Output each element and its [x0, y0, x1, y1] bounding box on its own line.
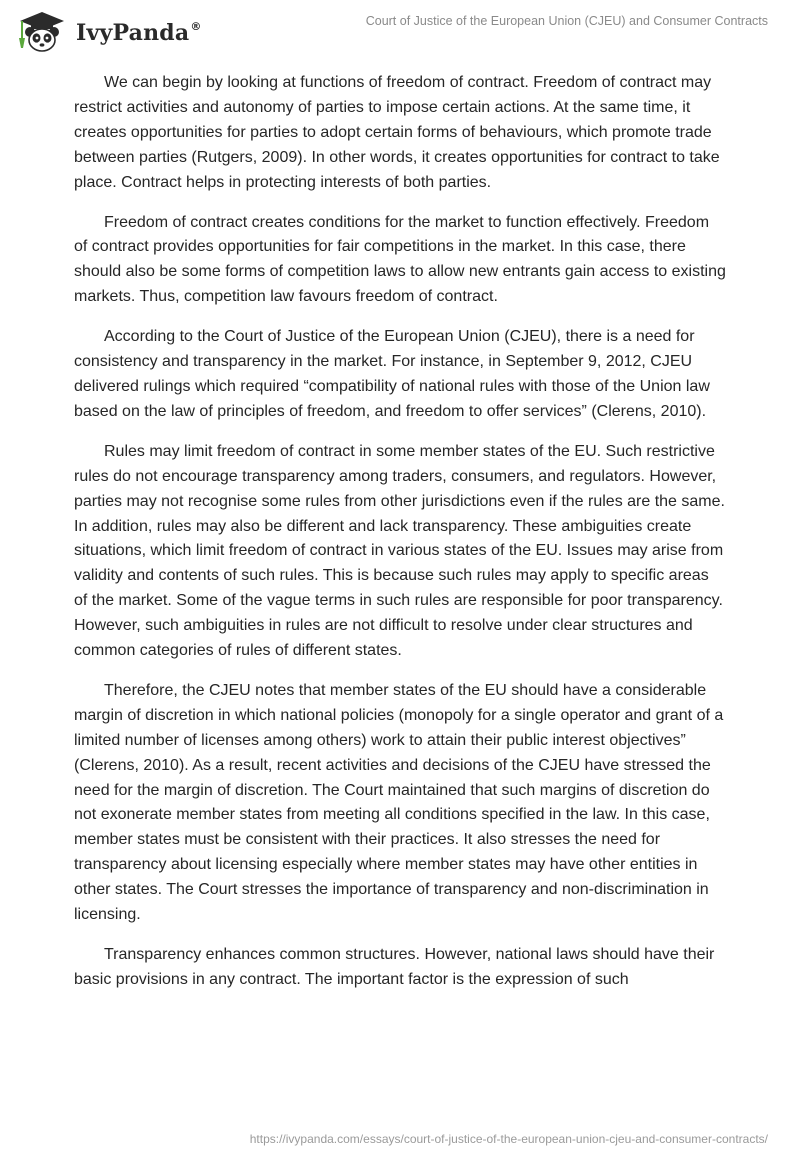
registered-mark: ®	[190, 20, 202, 33]
source-url[interactable]: https://ivypanda.com/essays/court-of-justice-of-the-european-union-cjeu-and-consumer-contracts/	[249, 1132, 768, 1146]
paragraph: Transparency enhances common structures. However, national laws should have their basic provisions in any contract. The important factor is the expression of such	[74, 946, 715, 988]
paragraph: Freedom of contract creates conditions for the market to function effectively. Freedom of contract provides opportunities for fair competitions in the market. In this case, there should also be some forms of competition laws to allow new entrants gain access to existing markets. Thus, competition law favours freedom of contract.	[74, 213, 726, 306]
paragraph: Therefore, the CJEU notes that member states of the EU should have a considerable margin of discretion in which national policies (monopoly for a single operator and grant of a limited number of licenses among others) work to attain their public interest objectives” (Clerens, 2010). As a result, recent activities and decisions of the CJEU have stressed the need for the margin of discretion. The Court maintained that such margins of discretion do not exonerate member states from meeting all conditions specified in the law. In this case, member states must be consistent with their practices. It also stresses the need for transparency about licensing especially where member states may have other entities in other states. The Court stresses the importance of transparency and non-discrimination in licensing.	[74, 681, 724, 924]
brand-name: IvyPanda®	[76, 20, 202, 46]
panda-graduate-logo-icon	[14, 8, 72, 54]
paragraph: We can begin by looking at functions of freedom of contract. Freedom of contract may restrict activities and autonomy of parties to impose certain actions. At the same time, it creates opportunities for parties to adopt certain forms of behaviours, which promote trade between parties (Rutgers, 2009). In other words, it creates opportunities for contract to take place. Contract helps in protecting interests of both parties.	[74, 74, 720, 191]
essay-body	[74, 71, 726, 1008]
page-header	[0, 0, 800, 64]
document-title: Court of Justice of the European Union (CJEU) and Consumer Contracts	[365, 14, 768, 28]
paragraph: According to the Court of Justice of the European Union (CJEU), there is a need for consistency and transparency in the market. For instance, in September 9, 2012, CJEU delivered rulings which required “compatibility of national rules with those of the Union law based on the law of principles of freedom, and freedom to offer services” (Clerens, 2010).	[74, 328, 710, 420]
paragraph: Rules may limit freedom of contract in some member states of the EU. Such restrictive rules do not encourage transparency among traders, consumers, and regulators. However, parties may not recognise some rules from other jurisdictions even if the rules are the same. In addition, rules may also be different and lack transparency. These ambiguities create situations, which limit freedom of contract in various states of the EU. Issues may arise from validity and contents of such rules. This is because such rules may apply to specific areas of the market. Some of the vague terms in such rules are responsible for poor transparency. However, such ambiguities in rules are not difficult to resolve under clear structures and common categories of rules of different states.	[74, 442, 725, 660]
ivypanda-logo[interactable]	[14, 8, 202, 54]
